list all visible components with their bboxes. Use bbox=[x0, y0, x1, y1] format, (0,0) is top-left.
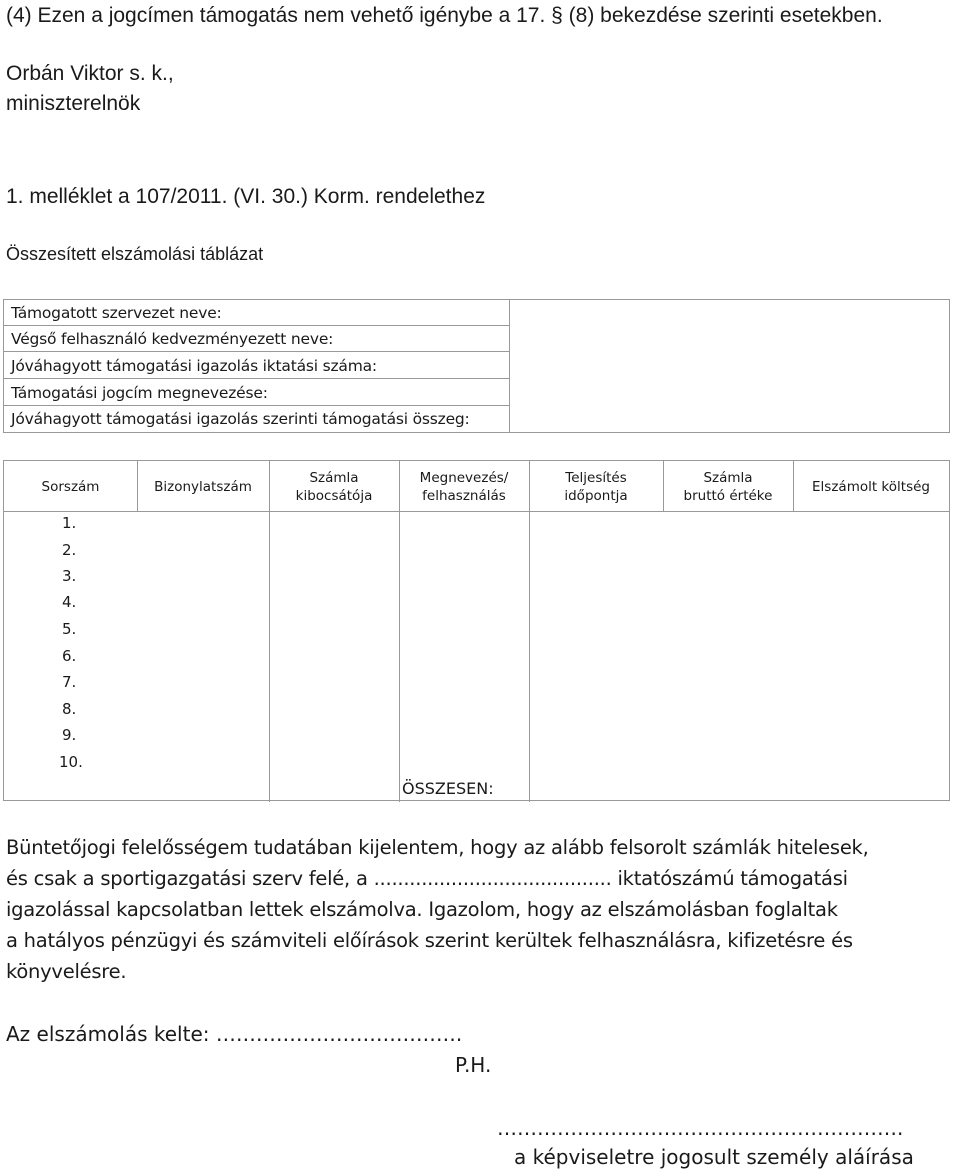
col-divider bbox=[663, 461, 664, 512]
annex-heading: 1. melléklet a 107/2011. (VI. 30.) Korm. rendelethez bbox=[6, 185, 486, 208]
info-row-beneficiary: Végső felhasználó kedvezményezett neve: bbox=[4, 326, 509, 352]
col-header-elszamolt: Elszámolt költség bbox=[812, 478, 930, 495]
accounting-table bbox=[3, 460, 950, 801]
info-table bbox=[3, 299, 950, 433]
stamp-placeholder: P.H. bbox=[455, 1053, 492, 1077]
info-divider bbox=[509, 300, 510, 432]
info-row-title: Támogatási jogcím megnevezése: bbox=[4, 380, 509, 406]
declaration-line-5: könyvelésre. bbox=[6, 960, 127, 983]
date-field: Az elszámolás kelte: ………………………………. bbox=[6, 1022, 463, 1046]
signer-name: Orbán Viktor s. k., bbox=[6, 62, 174, 85]
col-divider bbox=[137, 461, 138, 512]
row-number: 5. bbox=[62, 620, 77, 638]
table-header-row bbox=[4, 461, 949, 512]
signer-title: miniszterelnök bbox=[6, 92, 141, 115]
table-title: Összesített elszámolási táblázat bbox=[6, 244, 264, 264]
paragraph-4: (4) Ezen a jogcímen támogatás nem vehető igénybe a 17. § (8) bekezdése szerinti esetekben. bbox=[6, 4, 883, 27]
row-number: 1. bbox=[62, 514, 77, 532]
row-number: 7. bbox=[62, 673, 77, 691]
col-divider bbox=[793, 461, 794, 512]
total-label: ÖSSZESEN: bbox=[402, 779, 494, 798]
row-number: 3. bbox=[62, 567, 77, 585]
signature-label: a képviseletre jogosult személy aláírása bbox=[514, 1145, 914, 1169]
col-divider bbox=[529, 461, 530, 802]
row-number: 6. bbox=[62, 647, 77, 665]
row-number: 10. bbox=[59, 753, 83, 771]
declaration-line-4: a hatályos pénzügyi és számviteli előírások szerint kerültek felhasználásra, kifizetésre és bbox=[6, 929, 853, 952]
col-header-bizonylatszam: Bizonylatszám bbox=[154, 478, 252, 495]
info-row-amount: Jóváhagyott támogatási igazolás szerinti támogatási összeg: bbox=[11, 410, 470, 428]
declaration-line-3: igazolással kapcsolatban lettek elszámolva. Igazolom, hogy az elszámolásban foglaltak bbox=[6, 898, 838, 921]
col-header-brutto: Számla bruttó értéke bbox=[683, 469, 773, 504]
row-number: 9. bbox=[62, 726, 77, 744]
declaration-line-2: és csak a sportigazgatási szerv felé, a ........................................ iktatószámú támogatási bbox=[6, 867, 848, 890]
col-header-sorszam: Sorszám bbox=[41, 478, 100, 495]
row-number: 8. bbox=[62, 700, 77, 718]
row-number: 4. bbox=[62, 593, 77, 611]
col-divider bbox=[399, 461, 400, 802]
signature-line: ……………………………………………………. bbox=[497, 1116, 904, 1140]
col-header-megnevezes: Megnevezés/ felhasználás bbox=[419, 469, 509, 504]
row-number: 2. bbox=[62, 541, 77, 559]
col-divider bbox=[269, 461, 270, 802]
col-header-kibocsato: Számla kibocsátója bbox=[295, 469, 373, 504]
col-header-teljesites: Teljesítés időpontja bbox=[564, 469, 628, 504]
declaration-line-1: Büntetőjogi felelősségem tudatában kijelentem, hogy az alább felsorolt számlák hitelesek, bbox=[6, 836, 869, 859]
info-row-registration-number: Jóváhagyott támogatási igazolás iktatási száma: bbox=[4, 353, 509, 379]
info-row-organization: Támogatott szervezet neve: bbox=[4, 300, 509, 326]
